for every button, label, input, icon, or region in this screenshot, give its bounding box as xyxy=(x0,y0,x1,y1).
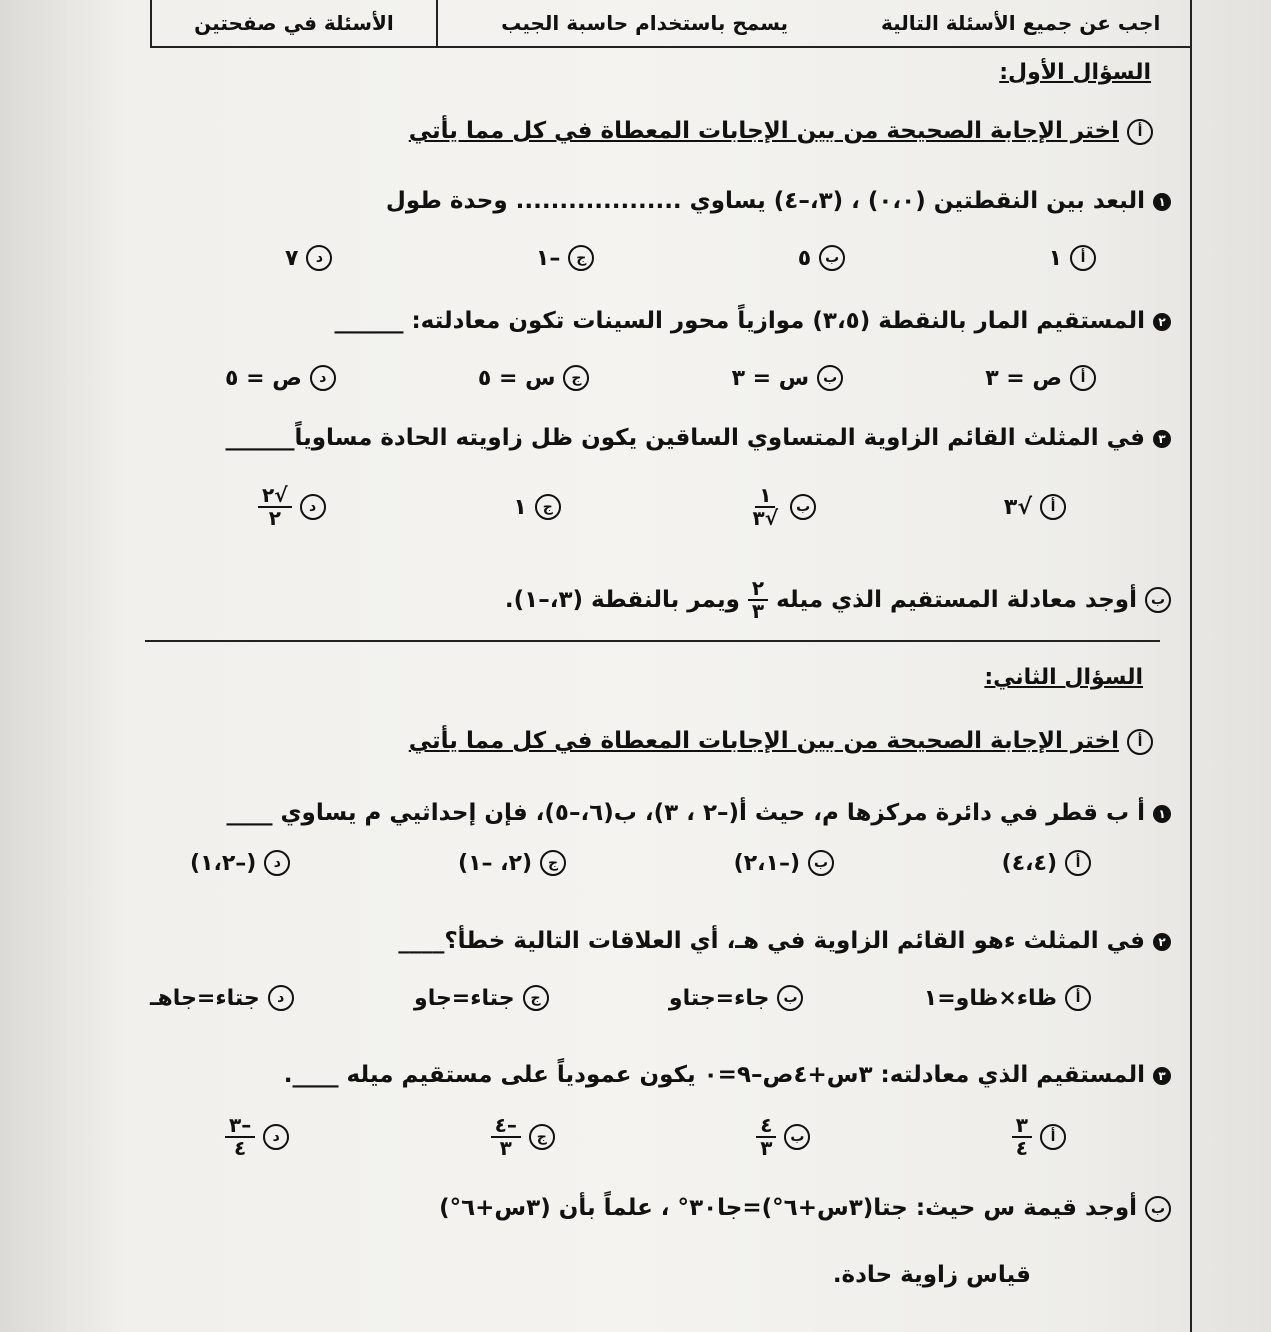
option-b[interactable]: ب $\frac{٤}{٣}$ xyxy=(756,1115,810,1159)
q2-item-1-options xyxy=(190,850,1091,876)
option-d[interactable]: د $\frac{-٣}{٤}$ xyxy=(225,1115,289,1159)
header-pages: الأسئلة في صفحتين xyxy=(150,0,436,46)
q1-part-b: ب أوجد معادلة المستقيم الذي ميله $\frac{٢}{٣}$ ويمر بالنقطة (٣،–١). xyxy=(505,578,1171,622)
q2-part-b: بأوجد قيمة س حيث: جتا(٣س+٦°)=جا٣٠° ، علماً بأن (٣س+٦°) xyxy=(439,1195,1171,1222)
item-bullet: ٣ xyxy=(1153,1067,1171,1085)
option-d[interactable]: د جتاء=جاهـ xyxy=(150,985,294,1011)
option-c[interactable]: ج جتاء=جاو xyxy=(414,985,549,1011)
slope-fraction: $\frac{٢}{٣}$ xyxy=(748,578,768,622)
option-b[interactable]: ب جاء=جتاو xyxy=(669,985,804,1011)
fraction: $\frac{٣}{٤}$ xyxy=(1012,1115,1032,1159)
option-d[interactable]: د ص = ٥ xyxy=(225,365,336,391)
part-a-marker: أ xyxy=(1127,729,1153,755)
option-c[interactable]: ج $\frac{-٤}{٣}$ xyxy=(491,1115,555,1159)
header-calculator: يسمح باستخدام حاسبة الجيب xyxy=(436,0,851,46)
page-border-right xyxy=(1190,0,1192,1332)
q2-item-3-text: المستقيم الذي معادلته: ٣س+٤ص–٩=٠ يكون عمودياً على مستقيم ميله ____. xyxy=(283,1062,1145,1088)
part-b-marker: ب xyxy=(1145,587,1171,613)
q1-item-3-text: في المثلث القائم الزاوية المتساوي الساقين يكون ظل زاويته الحادة مساوياً______ xyxy=(225,425,1145,451)
option-d[interactable]: د (–١،٢) xyxy=(190,850,290,876)
option-c[interactable]: ج –١ xyxy=(536,245,594,271)
part-a-marker: أ xyxy=(1127,119,1153,145)
question-separator xyxy=(145,640,1160,642)
option-a[interactable]: أ ظاء×ظاو=١ xyxy=(924,985,1091,1011)
q2-title: السؤال الثاني: xyxy=(984,665,1143,690)
q1-item-1-options xyxy=(285,245,1096,271)
q1-title: السؤال الأول: xyxy=(999,60,1151,85)
option-d[interactable]: د $\frac{√٢}{٢}$ xyxy=(258,485,326,529)
q2-part-a xyxy=(409,728,1153,755)
item-bullet: ١ xyxy=(1153,193,1171,211)
fraction: $\frac{-٤}{٣}$ xyxy=(491,1115,521,1159)
header-answer-all: اجب عن جميع الأسئلة التالية xyxy=(880,11,1161,35)
q1-part-a xyxy=(409,118,1153,145)
option-b[interactable]: ب ٥ xyxy=(798,245,845,271)
q1-instruction: اختر الإجابة الصحيحة من بين الإجابات المعطاة في كل مما يأتي xyxy=(408,118,1119,144)
q2-item-2 xyxy=(398,928,1171,954)
q2-item-2-options xyxy=(150,985,1091,1011)
fraction: $\frac{-٣}{٤}$ xyxy=(225,1115,255,1159)
item-bullet: ٣ xyxy=(1153,430,1171,448)
q1-item-1-text: البعد بين النقطتين (٠،٠) ، (٣،–٤) يساوي ................... وحدة طول xyxy=(385,188,1145,214)
q1-item-2-text: المستقيم المار بالنقطة (٣،٥) موازياً محور السينات تكون معادلته: ______ xyxy=(334,308,1145,334)
exam-header xyxy=(150,0,1190,48)
fraction: $\frac{١}{√٣}$ xyxy=(752,483,779,530)
q1-item-1 xyxy=(386,188,1171,214)
option-a[interactable]: أ √٣ xyxy=(1004,485,1066,529)
q2-item-3 xyxy=(284,1062,1171,1088)
q1-item-2 xyxy=(334,308,1171,334)
item-bullet: ٢ xyxy=(1153,313,1171,331)
item-bullet: ١ xyxy=(1153,805,1171,823)
fraction: $\frac{٤}{٣}$ xyxy=(756,1115,776,1159)
option-b[interactable]: ب (–٢،١) xyxy=(734,850,834,876)
option-b[interactable]: ب $\frac{١}{√٣}$ xyxy=(749,485,817,529)
item-bullet: ٢ xyxy=(1153,933,1171,951)
part-b-marker: ب xyxy=(1145,1196,1171,1222)
option-a[interactable]: أ ص = ٣ xyxy=(985,365,1096,391)
fraction: $\frac{√٢}{٢}$ xyxy=(258,485,292,529)
q2-item-2-text: في المثلث ءهو القائم الزاوية في هـ، أي العلاقات التالية خطأ؟____ xyxy=(398,928,1145,954)
q2-item-3-options xyxy=(225,1115,1066,1159)
q2-part-b-line2: قياس زاوية حادة. xyxy=(832,1262,1031,1288)
option-a[interactable]: أ ١ xyxy=(1049,245,1096,271)
q2-item-1 xyxy=(226,800,1171,826)
q1-item-3 xyxy=(225,425,1171,451)
q1-item-2-options xyxy=(225,365,1096,391)
option-d[interactable]: د ٧ xyxy=(285,245,332,271)
option-c[interactable]: ج س = ٥ xyxy=(478,365,590,391)
option-a[interactable]: أ (٤،٤) xyxy=(1002,850,1091,876)
option-c[interactable]: ج ١ xyxy=(513,485,560,529)
option-b[interactable]: ب س = ٣ xyxy=(732,365,844,391)
q2-instruction: اختر الإجابة الصحيحة من بين الإجابات المعطاة في كل مما يأتي xyxy=(408,728,1119,754)
q2-item-1-text: أ ب قطر في دائرة مركزها م، حيث أ(–٢ ، ٣)، ب(٦،–٥)، فإن إحداثيي م يساوي ____ xyxy=(226,800,1145,826)
q1-item-3-options xyxy=(258,485,1066,529)
option-a[interactable]: أ $\frac{٣}{٤}$ xyxy=(1012,1115,1066,1159)
option-c[interactable]: ج (٢، –١) xyxy=(458,850,566,876)
